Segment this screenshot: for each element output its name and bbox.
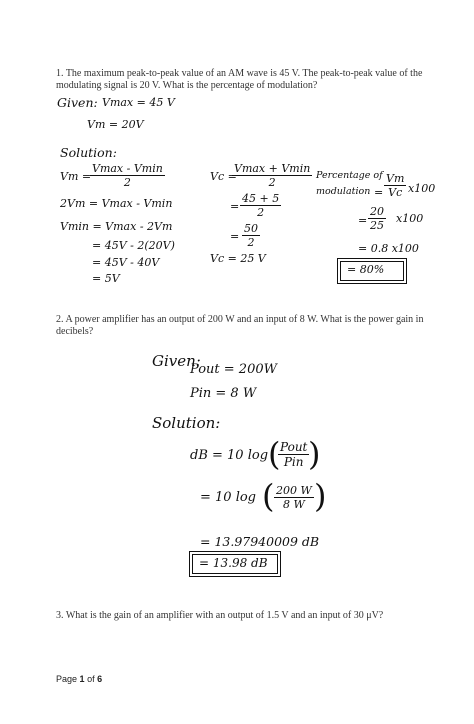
q2-db2-fraction: $\frac{200 W}{8 W}$ — [276, 484, 312, 511]
q1-step-2: 2Vm = Vmax - Vmin — [60, 197, 173, 210]
q1-solution-label: Solution: — [60, 145, 117, 160]
question-2-text: 2. A power amplifier has an output of 200 W and an input of 8 W. What is the power gain in decibels? — [56, 314, 424, 337]
page-footer — [56, 674, 102, 684]
footer-total-pages: 6 — [97, 674, 103, 684]
q2-solution-label: Solution: — [152, 414, 221, 432]
q1-vc-lhs: Vc = — [210, 170, 237, 183]
q1-vm-lhs: Vm = — [60, 170, 92, 183]
q1-given-vmax: Vmax = 45 V — [102, 96, 175, 109]
q1-given-label: Given: — [57, 95, 98, 110]
q1-pct-label-2: modulation — [316, 186, 371, 197]
q2-db-fraction: Pout Pin — [280, 440, 308, 469]
q1-vc-step-2: $\frac{45 + 5}{2}$ — [242, 192, 280, 219]
q1-vc-result: Vc = 25 V — [210, 252, 266, 265]
q1-pct-result: = 80% — [347, 263, 385, 276]
q2-answer-box — [192, 554, 278, 574]
q1-vc-numerator: Vmax + Vmin — [234, 162, 311, 175]
q1-step-5: = 45V - 40V — [92, 256, 160, 269]
footer-sep: of — [87, 674, 95, 684]
q1-pct-step-2: = 0.8 x100 — [358, 242, 419, 255]
q1-vc-denominator: 2 — [268, 176, 276, 189]
q1-vc-step-3: $\frac{50}{2}$ — [244, 222, 258, 249]
q2-db-lhs: dB = 10 log — [190, 448, 269, 463]
q1-pct-step: $\frac{20}{25}$ — [370, 205, 384, 232]
q1-step-4: = 45V - 2(20V) — [92, 239, 175, 252]
q2-db2-lhs: = 10 log — [200, 490, 257, 505]
q1-given-vm: Vm = 20V — [87, 118, 144, 131]
document-page: 1. The maximum peak-to-peak value of an AM wave is 45 V. The peak-to-peak value of the modulating signal is 20 V. What is the percentage of modulation? Given: Vmax = 45 V Vm = 20V Solution: Vm = Vmax - Vmin 2 2Vm = Vmax - Vmin Vmin = Vmax - 2Vm = 45V - 2(20V) = 45V - 40V = 5V Vc = Vmax + Vmin 2 = $\frac{45 + 5}{2}$ = $\frac{50}{2}$ Vc = 25 V Percentage of modulation = $\frac{Vm}{Vc}$ x100 = $\frac{20}{25}$ x100 = 0.8 x100 = 80% 2. A power amplifier has an output of 200 W and an input of 8 W. What is the power gain in decibels? Given: Pout = 200W Pin = 8 W Solution: dB = 10 log ( Pout Pin ) = 10 log ( $\frac{200 W}{8 W}$ ) = 13.97940009 dB = 13.98 dB 3. What is the gain of an amplifier with an output of 1.5 V and an input of 30 μV? Page 1 of 6 — [56, 68, 436, 684]
q1-pct-fraction: $\frac{Vm}{Vc}$ — [386, 172, 405, 199]
q1-pct-times: x100 — [408, 182, 436, 195]
q1-vm-fraction — [90, 162, 165, 189]
q1-answer-box — [340, 261, 404, 281]
q1-step-6: = 5V — [92, 272, 120, 285]
q2-given-pout: Pout = 200W — [190, 362, 277, 377]
q1-vm-denominator: 2 — [123, 176, 131, 189]
q1-vm-numerator: Vmax - Vmin — [92, 162, 163, 175]
question-1-text: 1. The maximum peak-to-peak value of an AM wave is 45 V. The peak-to-peak value of the modulating signal is 20 V. What is the percentage of modulation? — [56, 68, 423, 91]
q1-vc-fraction — [232, 162, 312, 189]
q2-given-pin: Pin = 8 W — [190, 386, 257, 401]
q2-db-result: = 13.98 dB — [199, 556, 268, 570]
footer-prefix: Page — [56, 674, 78, 684]
q1-pct-label-1: Percentage of — [316, 170, 383, 181]
question-3-text: 3. What is the gain of an amplifier with an output of 1.5 V and an input of 30 μV? — [56, 610, 384, 621]
q2-db3: = 13.97940009 dB — [200, 534, 320, 549]
footer-current-page: 1 — [79, 674, 85, 684]
q1-step-3: Vmin = Vmax - 2Vm — [60, 220, 173, 233]
q2-given-label: Given: — [152, 352, 201, 370]
